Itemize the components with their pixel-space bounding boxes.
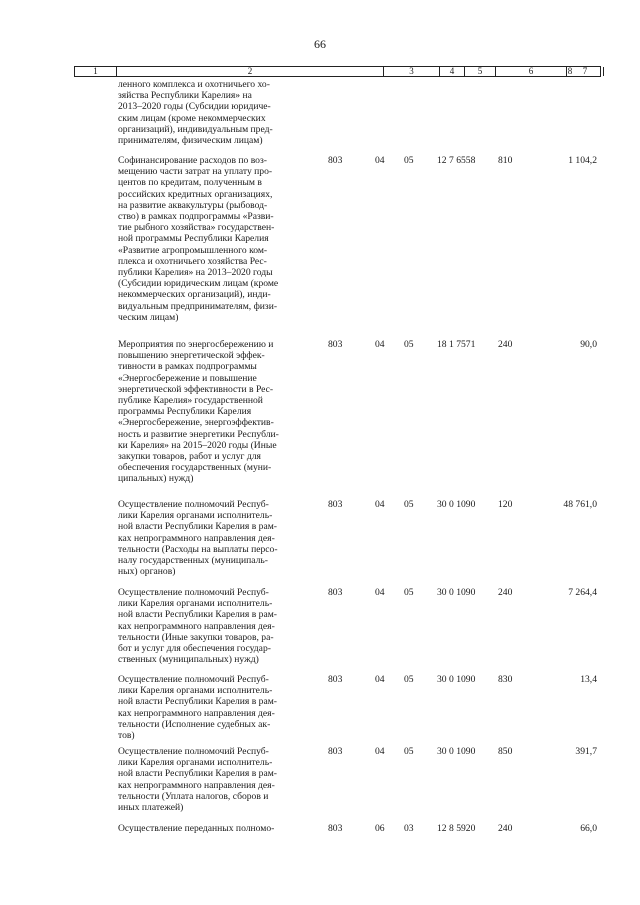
cell-ministry-code: 803 [328, 587, 343, 598]
cell-target-article: 18 1 7571 [437, 339, 476, 350]
cell-section: 04 [375, 587, 385, 598]
cell-ministry-code: 803 [328, 339, 343, 350]
cell-amount: 391,7 [575, 746, 597, 757]
cell-ministry-code: 803 [328, 823, 343, 834]
cell-expense-type: 810 [498, 155, 513, 166]
cell-subsection: 05 [404, 339, 414, 350]
row-description: Осуществление полномочий Респуб- лики Карелия органами исполнитель- ной власти Республики Карелия в рам- ках непрограммного направления дея- тельности (Иные закупки товаров, ра- бот и услуг для обеспечения государ- ственных (муниципальных) нужд) [118, 587, 277, 666]
cell-target-article: 12 7 6558 [437, 155, 476, 166]
cell-section: 04 [375, 155, 385, 166]
cell-section: 04 [375, 746, 385, 757]
cell-subsection: 03 [404, 823, 414, 834]
cell-ministry-code: 803 [328, 746, 343, 757]
row-description: Осуществление полномочий Респуб- лики Карелия органами исполнитель- ной власти Республики Карелия в рам- ках непрограммного направления дея- тельности (Исполнение судебных ак- тов) [118, 674, 277, 742]
cell-subsection: 05 [404, 746, 414, 757]
cell-target-article: 30 0 1090 [437, 587, 476, 598]
row-description: Осуществление полномочий Респуб- лики Карелия органами исполнитель- ной власти Республики Карелия в рам- ках непрограммного направления дея- тельности (Уплата налогов, сборов и иных платежей) [118, 746, 277, 814]
page-number: 66 [314, 37, 326, 51]
column-header-4: 4 [440, 67, 465, 76]
row-description: Осуществление полномочий Респуб- лики Карелия органами исполнитель- ной власти Республики Карелия в рам- ках непрограммного направления дея- тельности (Расходы на выплаты персо- налу государственных (муниципаль- ных) органов) [118, 499, 278, 578]
cell-amount: 90,0 [580, 339, 597, 350]
cell-expense-type: 830 [498, 674, 513, 685]
cell-subsection: 05 [404, 587, 414, 598]
cell-section: 04 [375, 499, 385, 510]
cell-amount: 1 104,2 [568, 155, 597, 166]
cell-amount: 7 264,4 [568, 587, 597, 598]
row-description: Осуществление переданных полномо- [118, 823, 275, 834]
table-header-row [74, 66, 601, 77]
cell-expense-type: 240 [498, 339, 513, 350]
row-description: Софинансирование расходов по воз- мещению части затрат на уплату про- центов по кредитам, полученным в российских кредитных организациях, на развитие аквакультуры (рыбовод- ство) в рамках подпрограммы «Разви- тие рыбного хозяйства» государствен- ной программы Республики Карелия «Развитие агропромышленного ком- плекса и охотничьего хозяйства Рес- публики Карелия» на 2013–2020 годы (Субсидии юридическим лицам (кроме некоммерческих организаций), инди- видуальным предпринимателям, физи- ческим лицам) [118, 155, 279, 323]
column-header-2: 2 [117, 67, 384, 76]
cell-ministry-code: 803 [328, 499, 343, 510]
cell-subsection: 05 [404, 674, 414, 685]
continuation-text: ленного комплекса и охотничьего хо- зяйства Республики Карелия» на 2013–2020 годы (Субсидии юридиче- ским лицам (кроме некоммерческих организаций), индивидуальным пред- принимателям, физическим лицам) [118, 79, 273, 147]
column-header-6: 6 [496, 67, 567, 76]
cell-target-article: 30 0 1090 [437, 674, 476, 685]
cell-expense-type: 850 [498, 746, 513, 757]
cell-expense-type: 240 [498, 823, 513, 834]
column-header-5: 5 [465, 67, 496, 76]
cell-expense-type: 120 [498, 499, 513, 510]
cell-section: 04 [375, 339, 385, 350]
cell-expense-type: 240 [498, 587, 513, 598]
cell-section: 04 [375, 674, 385, 685]
column-header-7: 7 [567, 67, 604, 76]
cell-ministry-code: 803 [328, 674, 343, 685]
column-header-3: 3 [384, 67, 440, 76]
cell-subsection: 05 [404, 155, 414, 166]
cell-amount: 48 761,0 [563, 499, 597, 510]
cell-target-article: 30 0 1090 [437, 746, 476, 757]
column-header-1: 1 [75, 67, 117, 76]
cell-target-article: 30 0 1090 [437, 499, 476, 510]
column-header-8: 8 [567, 66, 573, 76]
cell-section: 06 [375, 823, 385, 834]
cell-ministry-code: 803 [328, 155, 343, 166]
cell-target-article: 12 8 5920 [437, 823, 476, 834]
cell-subsection: 05 [404, 499, 414, 510]
row-description: Мероприятия по энергосбережению и повышению энергетической эффек- тивности в рамках подпрограммы «Энергосбережение и повышение энергетической эффективности в Рес- публике Карелия» государственной программы Республики Карелия «Энергосбережение, энергоэффектив- ность и развитие энергетики Республи- ки Карелия» на 2015–2020 годы (Иные закупки товаров, работ и услуг для обеспечения государственных (муни- ципальных) нужд) [118, 339, 279, 485]
cell-amount: 13,4 [580, 674, 597, 685]
cell-amount: 66,0 [580, 823, 597, 834]
